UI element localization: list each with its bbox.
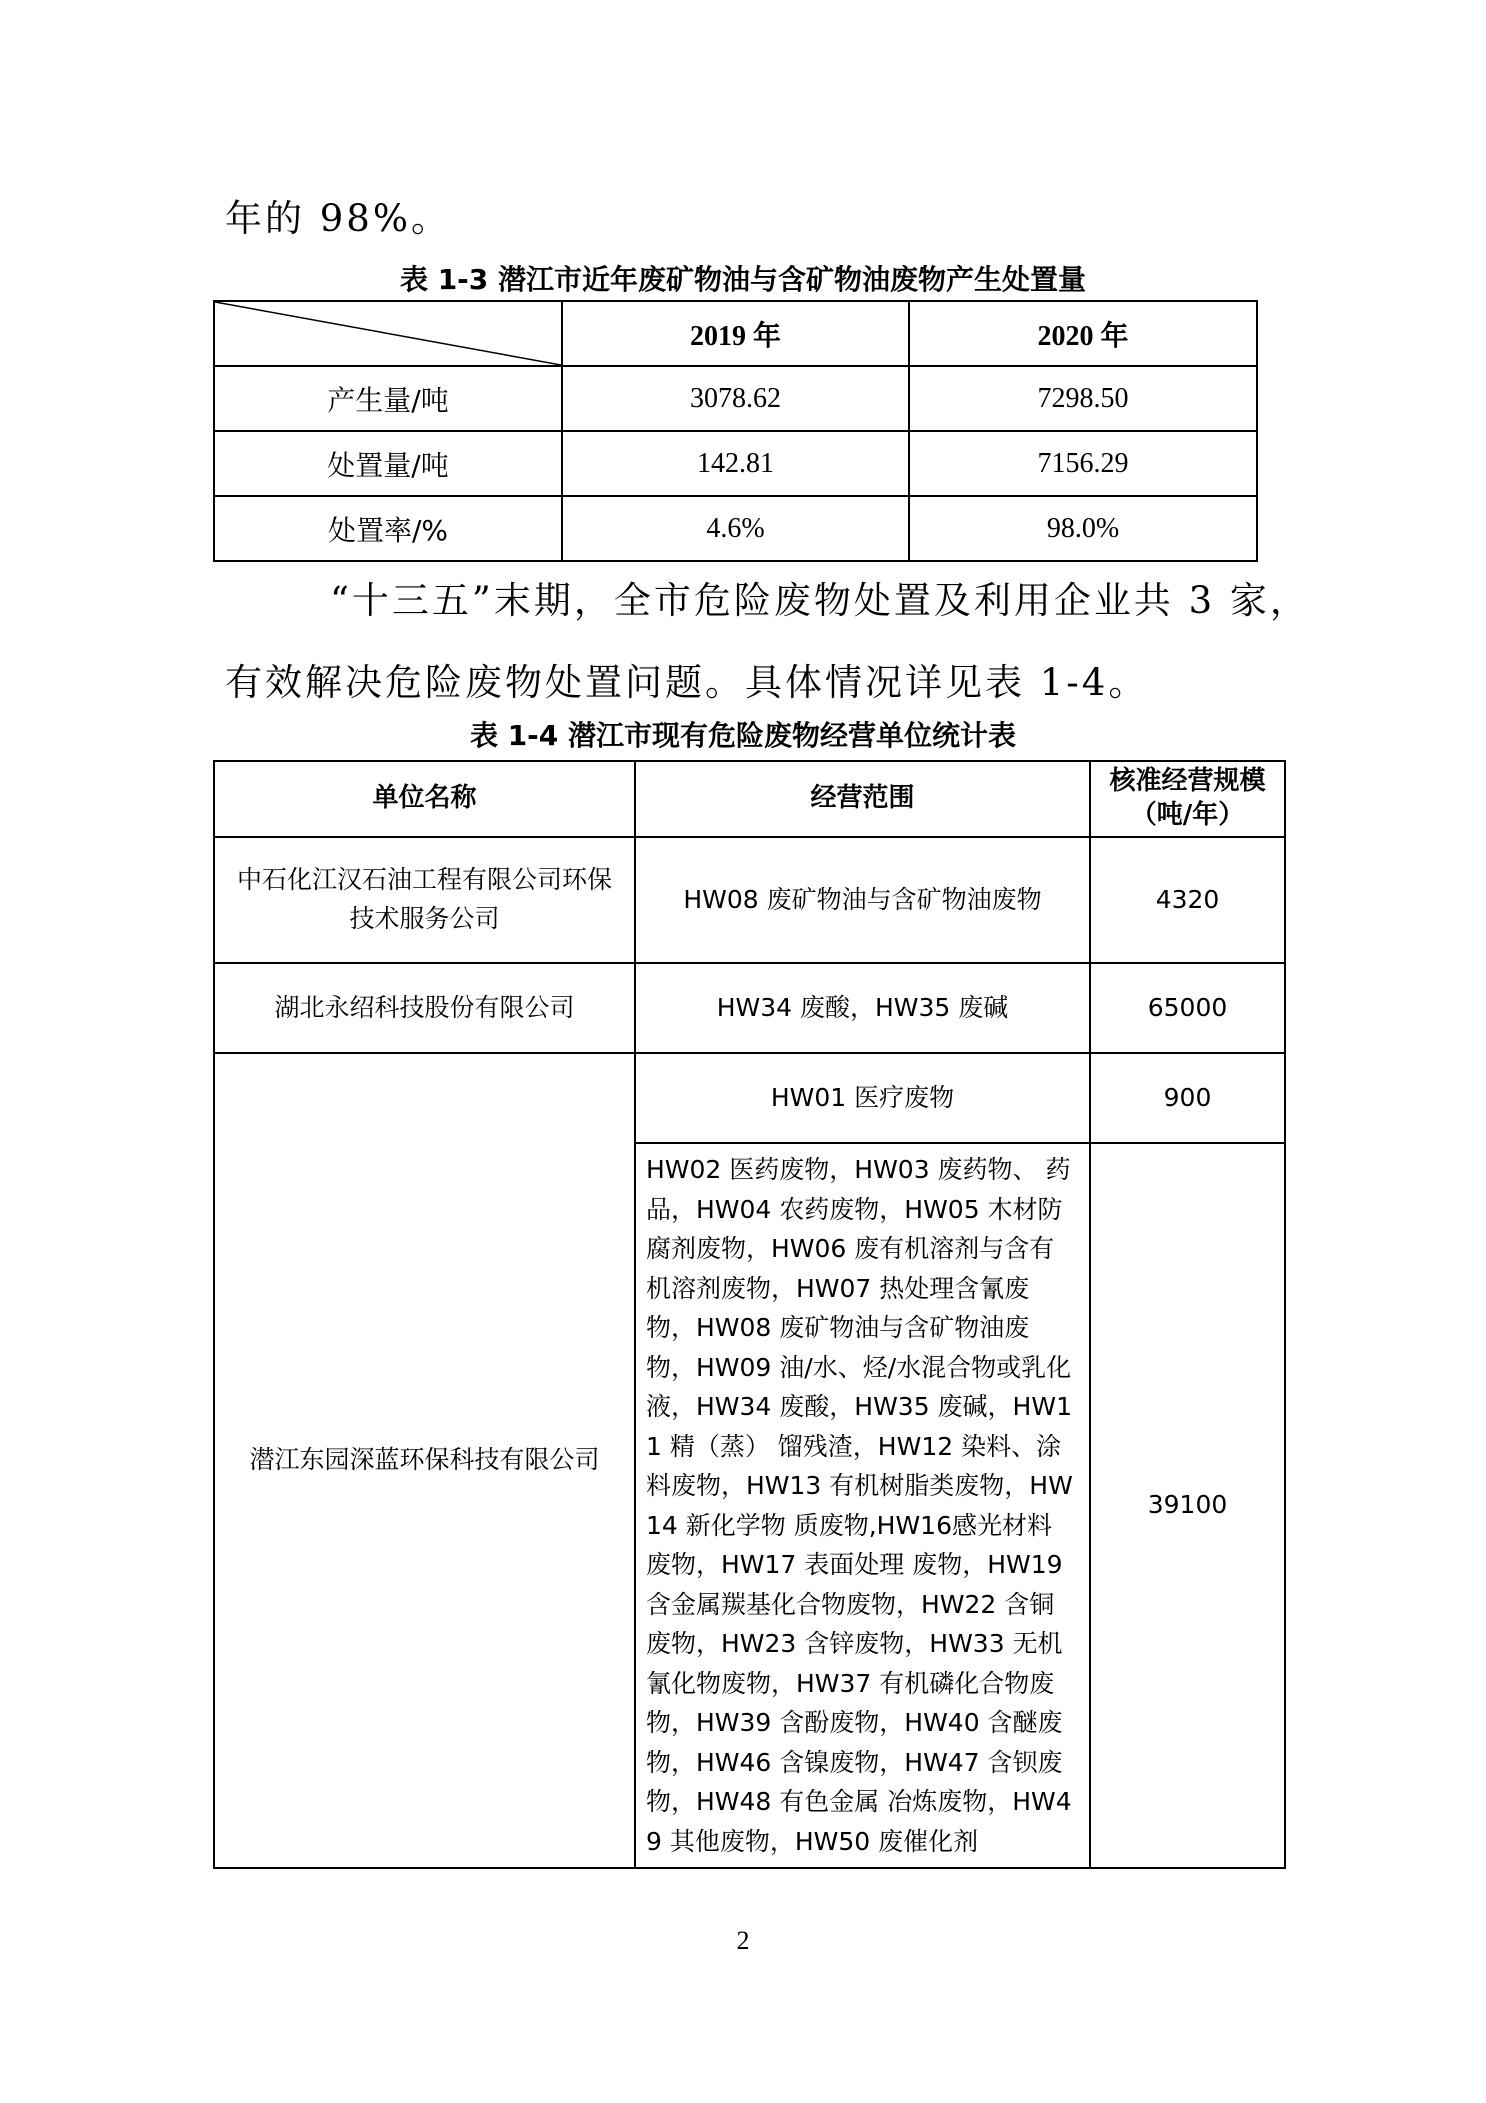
header-scale bbox=[1090, 761, 1285, 837]
row-label: 产生量/吨 bbox=[214, 366, 562, 431]
header-scope: 经营范围 bbox=[635, 761, 1090, 837]
table-1-3 bbox=[213, 300, 1258, 562]
paragraph-line-1: “十三五”末期，全市危险废物处置及利用企业共 3 家， bbox=[330, 579, 1310, 622]
table-1-4-caption: 表 1-4 潜江市现有危险废物经营单位统计表 bbox=[469, 719, 1017, 752]
table-header-row bbox=[214, 761, 1285, 837]
page-number: 2 bbox=[736, 1926, 750, 1955]
header-2019: 2019 年 bbox=[562, 301, 909, 366]
row-label: 处置量/吨 bbox=[214, 431, 562, 496]
table-row bbox=[214, 1053, 1285, 1143]
diagonal-header-cell bbox=[214, 301, 562, 366]
table-1-3-caption: 表 1-3 潜江市近年废矿物油与含矿物油废物产生处置量 bbox=[399, 263, 1087, 296]
table-row bbox=[214, 837, 1285, 963]
table-1-4 bbox=[213, 760, 1286, 1869]
cell-2019: 3078.62 bbox=[562, 366, 909, 431]
scope-long: HW02 医药废物，HW03 废药物、 药品，HW04 农药废物，HW05 木材防腐剂废物，HW06 废有机溶剂与含有机溶剂废物，HW07 热处理含氰废物，HW08 废矿物油与含矿物油废物，HW09 油/水、烃/水混合物或乳化液，HW34 废酸，HW35 废碱，HW11 精（蒸） 馏残渣，HW12 染料、涂料废物，HW13 有机树脂类废物，HW14 新化学物 质废物,HW16感光材料 废物，HW17 表面处理 废物，HW19 含金属羰基化合物废物，HW22 含铜废物，HW23 含锌废物，HW33 无机氰化物废物，HW37 有机磷化合物废物，HW39 含酚废物，HW40 含醚废物，HW46 含镍废物，HW47 含钡废物，HW48 有色金属 冶炼废物，HW49 其他废物，HW50 废催化剂 bbox=[635, 1143, 1090, 1868]
scale: 65000 bbox=[1090, 963, 1285, 1053]
cell-2020: 7156.29 bbox=[909, 431, 1257, 496]
unit-name: 潜江东园深蓝环保科技有限公司 bbox=[214, 1053, 635, 1868]
cell-2019: 142.81 bbox=[562, 431, 909, 496]
scope: HW01 医疗废物 bbox=[635, 1053, 1090, 1143]
scope: HW08 废矿物油与含矿物油废物 bbox=[635, 837, 1090, 963]
header-unit-name: 单位名称 bbox=[214, 761, 635, 837]
scale: 39100 bbox=[1090, 1143, 1285, 1868]
unit-name: 中石化江汉石油工程有限公司环保技术服务公司 bbox=[214, 837, 635, 963]
paragraph-line-2: 有效解决危险废物处置问题。具体情况详见表 1-4。 bbox=[225, 661, 1149, 704]
header-scale-line1: 核准经营规模 bbox=[1109, 766, 1266, 797]
table-row bbox=[214, 366, 1257, 431]
cell-2020: 7298.50 bbox=[909, 366, 1257, 431]
row-label: 处置率/% bbox=[214, 496, 562, 561]
scope: HW34 废酸，HW35 废碱 bbox=[635, 963, 1090, 1053]
header-scale-line2: （吨/年） bbox=[1130, 800, 1245, 830]
scale: 900 bbox=[1090, 1053, 1285, 1143]
table-row bbox=[214, 496, 1257, 561]
unit-name: 湖北永绍科技股份有限公司 bbox=[214, 963, 635, 1053]
scale: 4320 bbox=[1090, 837, 1285, 963]
diagonal-line bbox=[215, 302, 561, 365]
table-header-row bbox=[214, 301, 1257, 366]
cell-2020: 98.0% bbox=[909, 496, 1257, 561]
header-2020: 2020 年 bbox=[909, 301, 1257, 366]
intro-tail-text: 年的 98%。 bbox=[225, 197, 451, 240]
cell-2019: 4.6% bbox=[562, 496, 909, 561]
table-row bbox=[214, 431, 1257, 496]
table-row bbox=[214, 963, 1285, 1053]
